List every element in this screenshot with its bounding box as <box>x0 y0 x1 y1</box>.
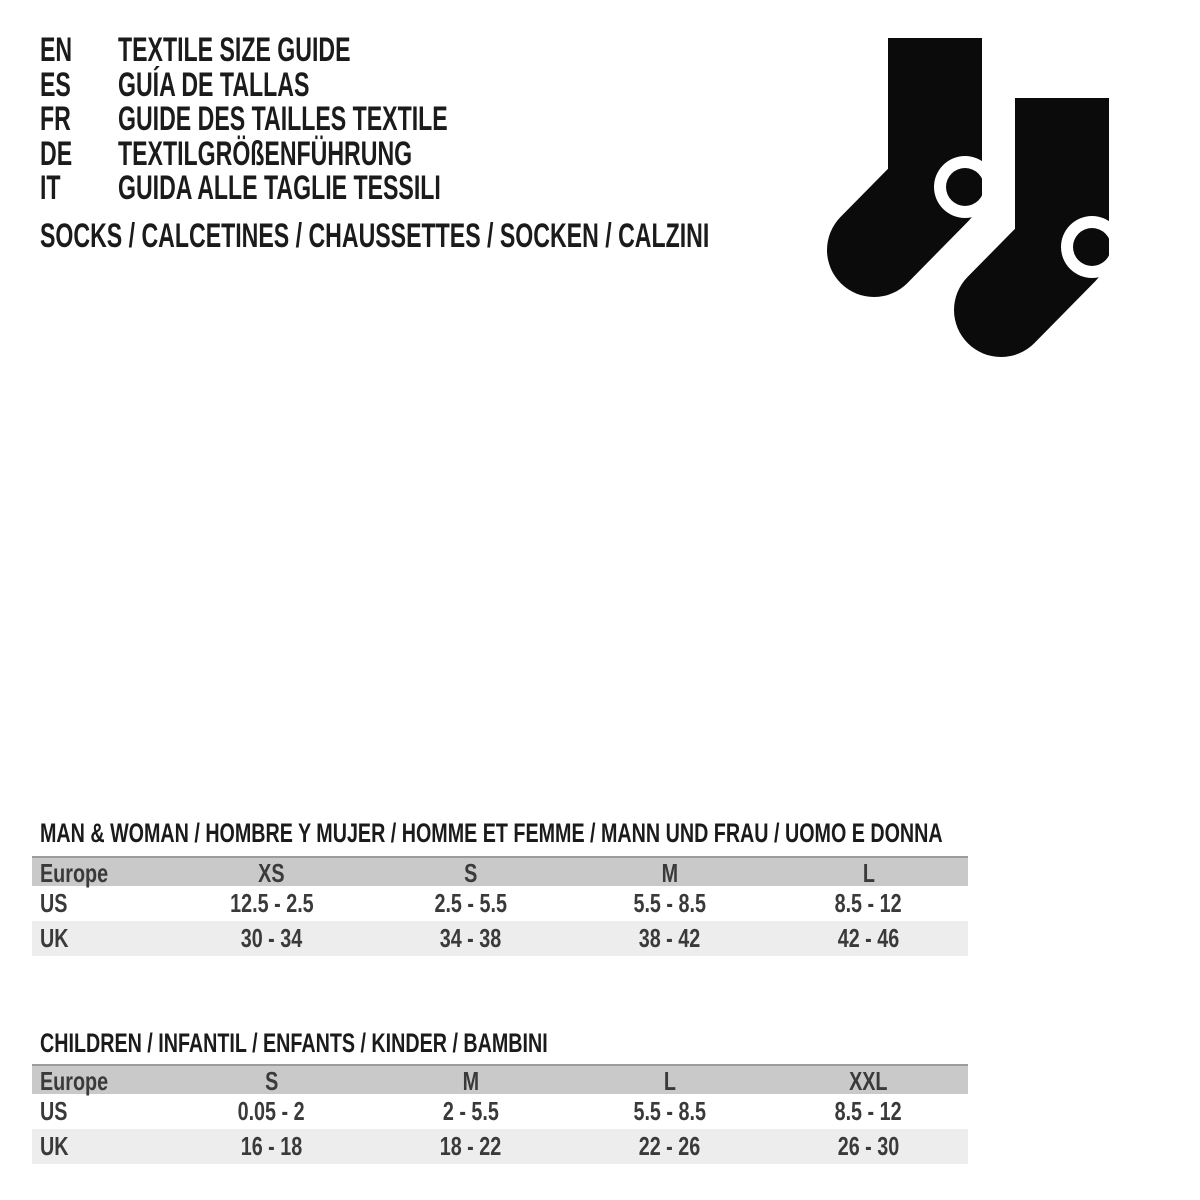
row-label-cell <box>32 921 172 956</box>
size-value: 18 - 22 <box>439 1131 502 1161</box>
language-label: GUÍA DE TALLAS <box>118 65 310 104</box>
size-table-header <box>32 856 968 886</box>
size-value: 26 - 30 <box>837 1131 900 1161</box>
size-table-header <box>32 1064 968 1094</box>
header-cell-size <box>172 858 371 889</box>
table-title-man-woman: MAN & WOMAN / HOMBRE Y MUJER / HOMME ET FEMME / MANN UND FRAU / UOMO E DONNA <box>40 818 943 848</box>
size-table-row-uk <box>32 921 968 956</box>
language-code: EN <box>40 31 73 69</box>
size-value: 30 - 34 <box>240 923 303 953</box>
size-value: 5.5 - 8.5 <box>633 888 706 918</box>
header-cell-size <box>172 1066 371 1097</box>
size-cell <box>769 1129 968 1164</box>
row-label-cell <box>32 1094 172 1129</box>
header-label: XXL <box>849 1066 888 1096</box>
row-label: US <box>40 888 68 918</box>
size-value: 16 - 18 <box>240 1131 303 1161</box>
size-cell <box>371 921 570 956</box>
size-cell <box>570 886 769 921</box>
language-label: GUIDA ALLE TAGLIE TESSILI <box>118 169 441 207</box>
header-label: Europe <box>40 1066 109 1096</box>
size-value: 12.5 - 2.5 <box>229 888 314 918</box>
size-cell <box>570 1129 769 1164</box>
row-label: UK <box>40 923 69 953</box>
language-label: TEXTILE SIZE GUIDE <box>118 31 351 69</box>
size-value: 2 - 5.5 <box>442 1096 499 1126</box>
header-cell-size <box>371 1066 570 1097</box>
size-table-man-woman <box>32 856 968 956</box>
language-row-en <box>40 33 603 68</box>
header-cell-region <box>32 1066 172 1097</box>
header-label: L <box>663 1066 676 1096</box>
size-table-row-us <box>32 886 968 921</box>
language-row-de <box>40 134 603 173</box>
language-label: TEXTILGRÖßENFÜHRUNG <box>118 134 413 173</box>
size-cell <box>371 1094 570 1129</box>
size-value: 8.5 - 12 <box>834 1096 902 1126</box>
size-cell <box>172 886 371 921</box>
language-title-list <box>40 33 603 206</box>
header-cell-size <box>570 1066 769 1097</box>
language-code: FR <box>40 100 71 138</box>
row-label: UK <box>40 1131 69 1161</box>
language-label: GUIDE DES TAILLES TEXTILE <box>118 100 448 138</box>
language-row-fr <box>40 102 603 137</box>
header-cell-size <box>769 1066 968 1097</box>
header-cell-region <box>32 858 172 889</box>
size-cell <box>172 1129 371 1164</box>
socks-icon <box>820 30 1130 360</box>
size-cell <box>172 1094 371 1129</box>
size-value: 34 - 38 <box>439 923 502 953</box>
header-label: Europe <box>40 858 109 888</box>
header-cell-size <box>570 858 769 889</box>
size-value: 2.5 - 5.5 <box>434 888 507 918</box>
row-label: US <box>40 1096 68 1126</box>
size-value: 0.05 - 2 <box>237 1096 305 1126</box>
language-code: ES <box>40 65 71 104</box>
language-row-es <box>40 65 603 104</box>
size-value: 5.5 - 8.5 <box>633 1096 706 1126</box>
header-label: XS <box>258 858 285 888</box>
header-label: M <box>661 858 678 888</box>
size-value: 38 - 42 <box>638 923 701 953</box>
size-cell <box>172 921 371 956</box>
size-value: 8.5 - 12 <box>834 888 902 918</box>
header-label: L <box>862 858 875 888</box>
size-cell <box>769 1094 968 1129</box>
header-label: S <box>463 858 478 888</box>
size-table-children <box>32 1064 968 1164</box>
row-label-cell <box>32 1129 172 1164</box>
size-cell <box>371 1129 570 1164</box>
row-label-cell <box>32 886 172 921</box>
size-table-row-uk <box>32 1129 968 1164</box>
sock-right <box>820 30 1130 360</box>
size-table-row-us <box>32 1094 968 1129</box>
header-cell-size <box>769 858 968 889</box>
size-cell <box>570 1094 769 1129</box>
size-value: 42 - 46 <box>837 923 900 953</box>
header-cell-size <box>371 858 570 889</box>
language-code: IT <box>40 169 61 207</box>
category-line-text: SOCKS / CALCETINES / CHAUSSETTES / SOCKEN / CALZINI <box>40 217 710 255</box>
size-cell <box>570 921 769 956</box>
size-cell <box>769 921 968 956</box>
table-title-children: CHILDREN / INFANTIL / ENFANTS / KINDER / BAMBINI <box>40 1028 548 1058</box>
language-code: DE <box>40 134 73 173</box>
language-row-it <box>40 171 603 206</box>
size-cell <box>371 886 570 921</box>
header-label: M <box>462 1066 479 1096</box>
size-value: 22 - 26 <box>638 1131 701 1161</box>
header-label: S <box>264 1066 279 1096</box>
size-cell <box>769 886 968 921</box>
